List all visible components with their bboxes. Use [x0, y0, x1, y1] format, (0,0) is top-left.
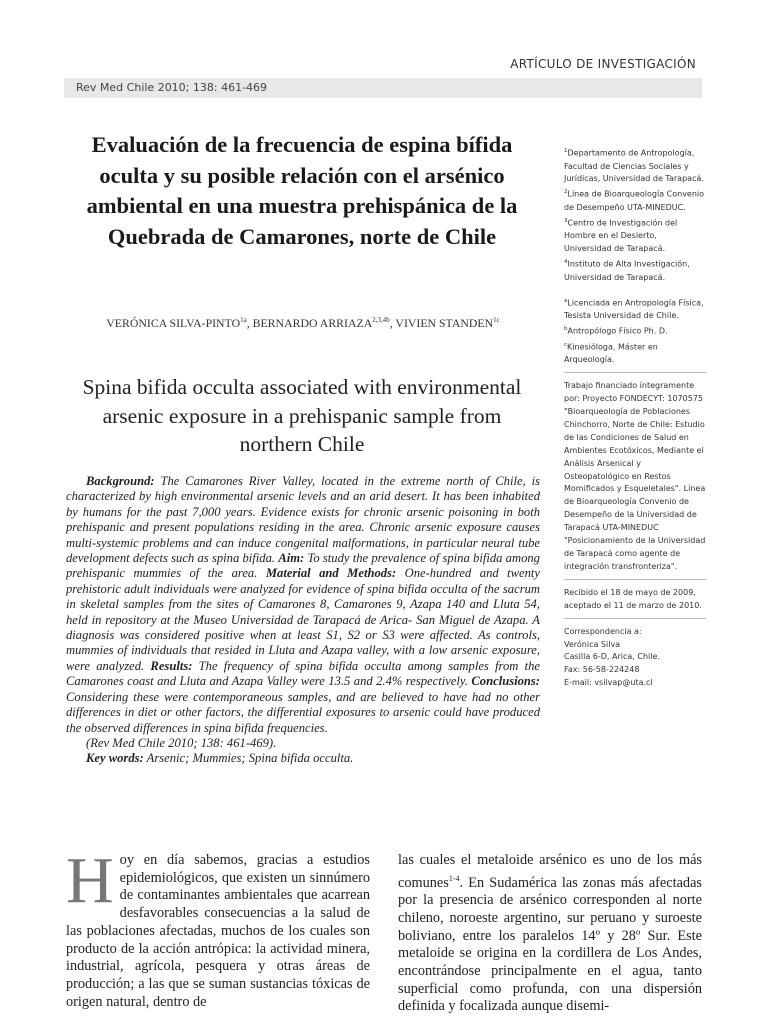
author-list: [64, 316, 542, 331]
keywords-label: Key words:: [86, 751, 144, 766]
body-column-left: [66, 844, 370, 1011]
correspondence-label: Correspondencia a:: [564, 626, 642, 636]
body-text: oy en día sabemos, gracias a estudios epidemiológicos, que existen un sinnúmero de contaminantes ambientales que acarrean desfavorables consecuencias a la salud de las poblaciones afectadas, muchos de los cuales son producto de la acción antrópica: la actividad minera, industrial, agrícola, pesquera y otras áreas de producción; a las que se suman sustancias tóxicas de origen natural, dentro de: [66, 852, 370, 1010]
funding-note: Trabajo financiado íntegramente por: Proyecto FONDECYT: 1070575 "Bioarqueología de Poblaciones Chinchorro, Norte de Chile: Estudio de las Condiciones de Salud en Ambientes Ecotóxicos, Mediante el Análisis Arsenical y Osteopatológico en Restos Momificados y Esqueletales". Línea de Bioarqueología Convenio de Desempeño de la Universidad de Tarapacá UTA-MINEDUC "Posicionamiento de la Universidad de Tarapacá como agente de integración transfronteriza".: [564, 381, 706, 571]
sidebar-notes: [564, 145, 706, 690]
correspondence-fax: Fax: 56-58-224248: [564, 665, 640, 675]
author-affiliation-sup: 2,3,4b: [372, 316, 390, 325]
author-note: $^c$Kinesióloga, Máster en Arqueología.: [564, 341, 658, 365]
author-affiliation-sup: 1a: [240, 316, 247, 325]
abstract-paragraph: [66, 474, 540, 736]
body-text: las cuales el metaloide arsénico es uno de los más comunes: [398, 852, 702, 891]
sidebar-divider: [564, 579, 706, 580]
body-paragraph: [66, 844, 370, 1011]
body-text: . En Sudamérica las zonas más afectadas por la presencia de arsénico corresponden al norte chileno, noroeste argentino, sur peruano y suroeste boliviano, entre los paralelos 14º y 28º Sur. Este metaloide se origina en la cordillera de Los Andes, encontrándose principalmente en el agua, tanto superficial como profunda, con una dispersión definida y focalizada aunque disemi-: [398, 874, 702, 1015]
author-note-text: Antropólogo Físico Ph. D.: [567, 326, 668, 336]
abstract-label: Results:: [150, 658, 193, 673]
correspondence-address: Casilla 6-D, Arica, Chile.: [564, 652, 660, 662]
author-separator: ,: [246, 316, 253, 330]
abstract-reference: (Rev Med Chile 2010; 138: 461-469).: [86, 735, 277, 750]
citation-bar: [64, 78, 702, 98]
english-title: Spina bifida occulta associated with environmental arsenic exposure in a prehispanic sample from northern Chile: [82, 375, 522, 456]
correspondence-email[interactable]: E-mail: vsilvap@uta.cl: [564, 678, 653, 688]
affiliation-text: Instituto de Alta Investigación, Universidad de Tarapacá.: [564, 259, 690, 282]
received-note: Recibido el 18 de mayo de 2009, aceptado el 11 de marzo de 2010.: [564, 587, 702, 610]
abstract-text: The Camarones River Valley, located in the extreme north of Chile, is characterized by high environmental arsenic levels and an arid desert. It has been inhabited by humans for the past 7,000 years. Evidence exists for chronic arsenic poisoning in both prehispanic and present populations residing in the area. Chronic arsenic exposure causes multi-systemic problems and can induce congenital malformations, in particular neural tube development defects such as spina bifida.: [66, 474, 540, 566]
abstract-label: Material and Methods:: [265, 566, 397, 581]
abstract-label: Background:: [86, 474, 155, 488]
author-note: $^b$Antropólogo Físico Ph. D.: [564, 326, 668, 336]
body-paragraph: [398, 852, 702, 1016]
author-separator: ,: [389, 316, 396, 330]
abstract-label: Conclusions:: [471, 674, 540, 689]
affiliation-text: Departamento de Antropología, Facultad de Ciencias Sociales y Jurídicas, Universidad de Tarapacá.: [564, 148, 704, 184]
body-column-right: [398, 852, 702, 1016]
correspondence-name: Verónica Silva: [564, 639, 621, 649]
author-name: BERNARDO ARRIAZA: [252, 316, 373, 330]
abstract-label: Aim:: [278, 551, 305, 566]
affiliation: $^2$Línea de Bioarqueología Convenio de Desempeño UTA-MINEDUC.: [564, 189, 705, 212]
abstract-text: To study the prevalence of spina bifida among prehispanic mummies of the area.: [66, 551, 540, 581]
keywords-text: Arsenic; Mummies; Spina bifida occulta.: [143, 751, 354, 766]
author-note: $^a$Licenciada en Antropología Física, Tesista Universidad de Chile.: [564, 297, 704, 321]
sidebar-divider: [564, 618, 706, 619]
citation-sup: 1-4: [448, 873, 460, 883]
affiliation-text: Centro de Investigación del Hombre en el Desierto, Universidad de Tarapacá.: [564, 218, 678, 254]
author-name: VIVIEN STANDEN: [395, 316, 494, 330]
section-label: ARTÍCULO DE INVESTIGACIÓN: [510, 57, 696, 71]
abstract: [66, 474, 540, 767]
keywords: [66, 751, 540, 766]
affiliation: $^3$Centro de Investigación del Hombre en el Desierto, Universidad de Tarapacá.: [564, 217, 678, 254]
affiliation: $^1$Departamento de Antropología, Facultad de Ciencias Sociales y Jurídicas, Universidad de Tarapacá.: [564, 148, 704, 184]
author-name: VERÓNICA SILVA-PINTO: [106, 316, 241, 330]
author-affiliation-sup: 1c: [493, 316, 500, 325]
affiliation-text: Línea de Bioarqueología Convenio de Desempeño UTA-MINEDUC.: [564, 190, 705, 212]
article-title: Evaluación de la frecuencia de espina bífida oculta y su posible relación con el arsénico ambiental en una muestra prehispánica de la Quebrada de Camarones, norte de Chile: [86, 132, 518, 249]
drop-cap: H: [66, 844, 114, 917]
abstract-text: One-hundred and twenty prehistoric adult individuals were analyzed for evidence of spina bifida occulta of the sacrum in skeletal samples from the sites of Camarones 8, Camarones 9, Azapa 140 and Lluta 54, held in repository at the Museo Universidad de Tarapacá de Arica- San Miguel de Azapa. A diagnosis was considered positive when at least S1, S2 or S3 were affected. As controls, mummies of individuals that resided in Lluta and Azapa valley, with a low arsenic exposure, were analyzed.: [66, 566, 541, 673]
abstract-text: Considering these were contemporaneous samples, and are believed to have had no other differences in diet or other factors, the differential exposures to arsenic could have produced the observed differences in spina bifida frequencies.: [66, 689, 540, 735]
affiliation: $^4$Instituto de Alta Investigación, Universidad de Tarapacá.: [564, 259, 690, 282]
abstract-text: The frequency of spina bifida occulta among samples from the Camarones coast and Lluta and Azapa Valley were 13.5 and 2.4% respectively.: [66, 658, 541, 689]
journal-citation: Rev Med Chile 2010; 138: 461-469: [76, 81, 268, 94]
sidebar-divider: [564, 372, 706, 373]
author-note-text: Kinesióloga, Máster en Arqueología.: [564, 342, 658, 365]
author-note-text: Licenciada en Antropología Física, Tesista Universidad de Chile.: [564, 298, 704, 321]
